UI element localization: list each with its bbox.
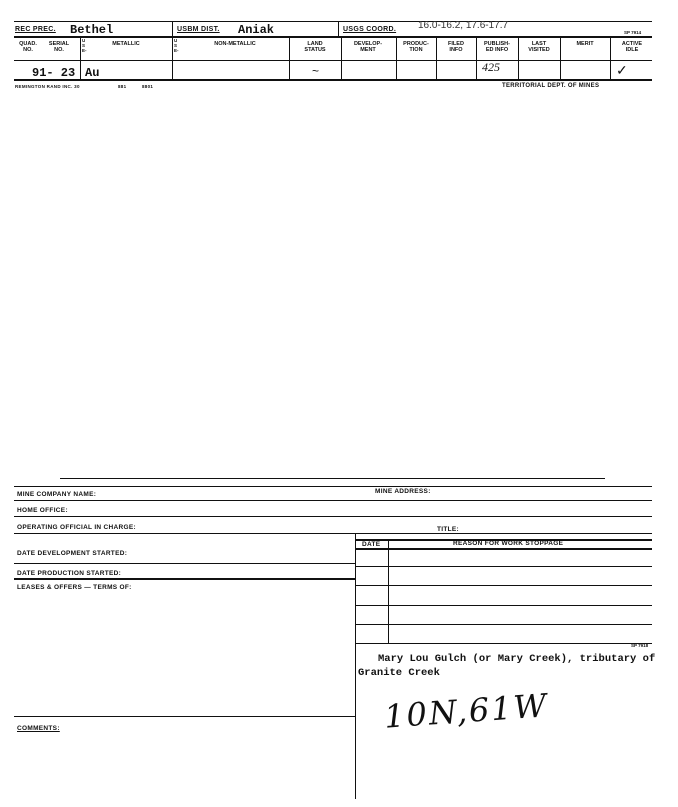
date-production-label: DATE PRODUCTION STARTED:: [17, 570, 122, 577]
operating-official-label: OPERATING OFFICIAL IN CHARGE:: [17, 524, 136, 531]
mine-company-name-label: MINE COMPANY NAME:: [17, 491, 97, 498]
reason-column-header: REASON FOR WORK STOPPAGE: [453, 540, 564, 547]
date-development-label: DATE DEVELOPMENT STARTED:: [17, 550, 128, 557]
title-label: TITLE:: [437, 526, 460, 533]
published-info-value: 425: [482, 60, 500, 74]
usgs-coord-label: USGS COORD.: [343, 26, 397, 33]
metallic-value: Au: [85, 66, 100, 80]
quad-serial-value: 91- 23: [32, 66, 76, 80]
rec-prec-value: Bethel: [70, 23, 114, 37]
usgs-coord-value: 16.0-16.2, 17.6-17.7: [418, 20, 509, 31]
col-use-nonmetallic: U S E-: [174, 38, 179, 53]
form-code-bottom: SP 7918: [631, 643, 649, 648]
col-filed-info: FILED INFO: [448, 41, 464, 53]
col-metallic: METALLIC: [112, 41, 140, 47]
form-code-a: 881: [118, 84, 127, 89]
active-idle-value: ✓: [616, 62, 628, 78]
comments-label: COMMENTS:: [17, 725, 60, 732]
handwritten-coordinates: 10N,61W: [382, 686, 550, 736]
leases-terms-label: LEASES & OFFERS — TERMS OF:: [17, 584, 132, 591]
col-published-info: PUBLISH- ED INFO: [484, 41, 510, 53]
form-code-top: SP 7914: [624, 30, 642, 35]
land-status-value: ~: [312, 64, 320, 78]
col-serial-no: SERIAL NO.: [48, 41, 70, 53]
usbm-dist-value: Aniak: [238, 23, 275, 37]
col-merit: MERIT: [576, 41, 594, 47]
home-office-label: HOME OFFICE:: [17, 507, 68, 514]
col-active-idle: ACTIVE IDLE: [621, 41, 643, 53]
form-code-b: 8801: [142, 84, 154, 89]
col-land-status: LAND STATUS: [304, 41, 326, 53]
location-remarks: Mary Lou Gulch (or Mary Creek), tributary of Granite Creek: [358, 653, 656, 679]
usbm-dist-label: USBM DIST.: [177, 26, 220, 33]
col-production: PRODUC- TION: [403, 41, 429, 53]
agency-name: TERRITORIAL DEPT. OF MINES: [502, 83, 600, 89]
mine-address-label: MINE ADDRESS:: [375, 488, 431, 495]
col-use-metallic: U S E-: [82, 38, 87, 53]
col-last-visited: LAST VISITED: [528, 41, 550, 53]
rec-prec-label: REC PREC.: [15, 26, 56, 33]
col-nonmetallic: NON-METALLIC: [214, 41, 256, 47]
date-column-header: DATE: [362, 541, 381, 548]
col-development: DEVELOP- MENT: [353, 41, 383, 53]
printer-credit: REMINGTON RAND INC. 30: [15, 84, 80, 89]
col-quad-no: QUAD. NO.: [19, 41, 37, 53]
